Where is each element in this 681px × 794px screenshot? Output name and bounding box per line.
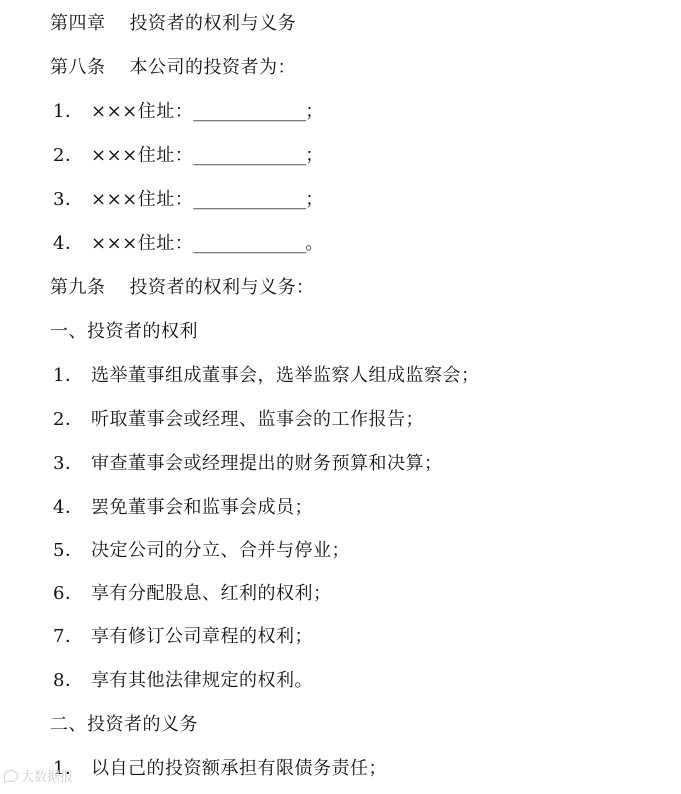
rights-list-item [50,583,332,605]
rights-list-item [50,365,480,387]
investor-label: ×××住址： [91,189,194,210]
investor-address-blank: ______________ [193,101,306,122]
rights-list-item [50,409,424,431]
article-9-title: 投资者的权利与义务： [129,277,315,298]
article-8-number: 第八条 [50,57,106,78]
rights-heading: 一、投资者的权利 [50,321,198,342]
investor-label: ×××住址： [91,145,194,166]
rights-item-text: 罢免董事会和监事会成员； [91,497,313,518]
investor-line-end: ； [305,145,324,166]
rights-item-text: 审查董事会或经理提出的财务预算和决算； [91,453,443,474]
rights-item-text: 听取董事会或经理、监事会的工作报告； [91,409,424,430]
investor-line [50,233,324,255]
rights-item-text: 享有修订公司章程的权利； [91,626,313,647]
investor-line [50,189,324,211]
rights-item-number: 7． [53,626,84,647]
investor-label: ×××住址： [91,233,194,254]
chapter-heading [50,13,296,35]
rights-item-number: 3． [53,453,84,474]
investor-number: 3． [53,189,84,210]
chapter-number: 第四章 [50,13,106,34]
duties-item-text: 以自己的投资额承担有限债务责任； [91,758,387,779]
rights-list-item [50,670,313,692]
watermark-logo-icon [4,770,18,782]
investor-address-blank: ______________ [193,145,306,166]
rights-item-number: 6． [53,583,84,604]
chapter-title: 投资者的权利与义务 [129,13,296,34]
investor-line-end: ； [305,101,324,122]
investor-line [50,145,324,167]
duties-item-number: 1． [53,758,84,779]
rights-item-number: 4． [53,497,84,518]
article-9-heading [50,277,315,299]
duties-list-item [50,758,387,780]
rights-item-text: 享有其他法律规定的权利。 [91,670,313,691]
rights-list-item [50,626,313,648]
rights-item-number: 5． [53,540,84,561]
duties-heading: 二、投资者的义务 [50,714,198,735]
investor-line [50,101,324,123]
rights-item-number: 1． [53,365,84,386]
rights-list-item [50,497,313,519]
rights-item-text: 决定公司的分立、合并与停业； [91,540,350,561]
rights-item-number: 8． [53,670,84,691]
rights-item-number: 2． [53,409,84,430]
article-8-heading [50,57,296,79]
rights-item-text: 享有分配股息、红利的权利； [91,583,332,604]
investor-number: 2． [53,145,84,166]
rights-item-text: 选举董事组成董事会，选举监察人组成监察会； [91,365,480,386]
investor-number: 4． [53,233,84,254]
rights-list-item [50,453,443,475]
investor-number: 1． [53,101,84,122]
rights-list-item [50,540,350,562]
investor-line-end: 。 [305,233,324,254]
article-8-title: 本公司的投资者为： [129,57,296,78]
investor-line-end: ； [305,189,324,210]
watermark-text: 大数据报 [21,770,74,785]
watermark [4,766,73,785]
investor-label: ×××住址： [91,101,194,122]
article-9-number: 第九条 [50,277,106,298]
investor-address-blank: ______________ [193,189,306,210]
investor-address-blank: ______________ [193,233,306,254]
